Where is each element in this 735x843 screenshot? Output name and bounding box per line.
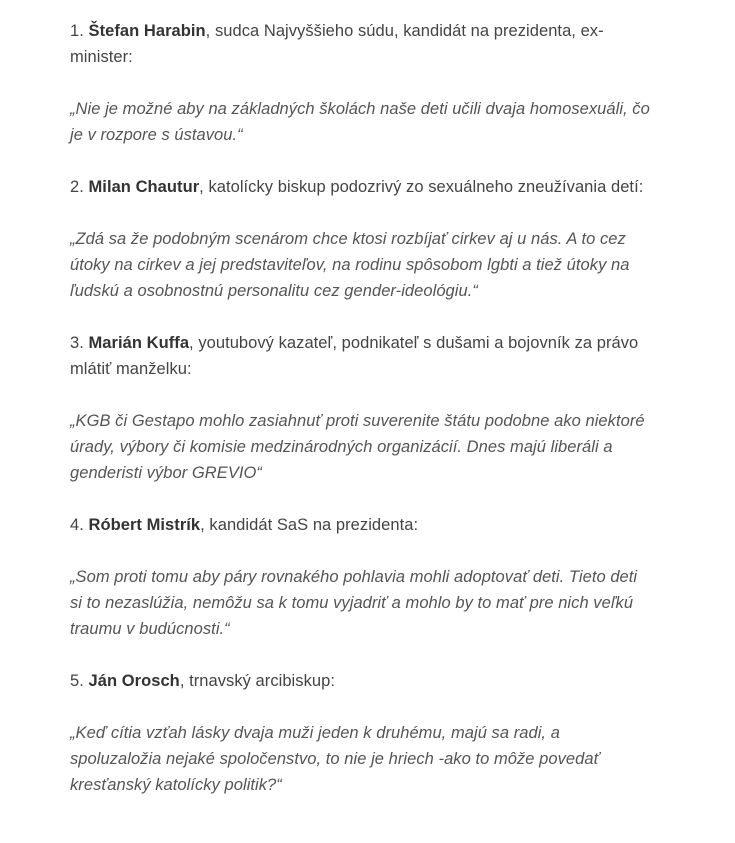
- entry-quote: „Som proti tomu aby páry rovnakého pohlavia mohli adoptovať deti. Tieto deti si to nezaslúžia, nemôžu sa k tomu vyjadriť a mohlo by to mať pre nich veľkú traumu v budúcnosti.“: [70, 568, 638, 638]
- quote-entry-2: [70, 174, 650, 304]
- entry-quote: „Zdá sa že podobným scenárom chce ktosi rozbíjať cirkev aj u nás. A to cez útoky na cirkev a jej predstaviteľov, na rodinu spôsobom lgbti a tiež útoky na ľudskú a osobnostnú personalitu cez gender-ideológiu.“: [70, 230, 630, 300]
- article-body: [70, 18, 650, 824]
- entry-number: 1.: [70, 22, 84, 40]
- quote-entry-1: [70, 18, 650, 148]
- entry-number: 3.: [70, 334, 84, 352]
- entry-number: 5.: [70, 672, 84, 690]
- entry-intro: [70, 512, 650, 538]
- person-name: Róbert Mistrík: [88, 516, 201, 534]
- entry-intro: [70, 330, 650, 382]
- entry-number: 4.: [70, 516, 84, 534]
- person-name: Štefan Harabin: [88, 22, 206, 40]
- quote-entry-5: [70, 668, 650, 798]
- entry-intro: [70, 174, 650, 200]
- person-description: , trnavský arcibiskup:: [179, 672, 335, 690]
- entry-intro: [70, 18, 650, 70]
- entry-number: 2.: [70, 178, 84, 196]
- person-name: Milan Chautur: [88, 178, 200, 196]
- person-name: Marián Kuffa: [88, 334, 190, 352]
- person-name: Ján Orosch: [88, 672, 180, 690]
- entry-quote: „Keď cítia vzťah lásky dvaja muži jeden k druhému, majú sa radi, a spoluzaložia nejaké spoločenstvo, to nie je hriech -ako to môže povedať kresťanský katolícky politik?“: [70, 724, 600, 794]
- quote-entry-4: [70, 512, 650, 642]
- person-description: , kandidát SaS na prezidenta:: [200, 516, 419, 534]
- person-description: , sudca Najvyššieho súdu, kandidát na prezidenta, ex-minister:: [70, 22, 604, 66]
- entry-intro: [70, 668, 650, 694]
- quote-entry-3: [70, 330, 650, 486]
- person-description: , katolícky biskup podozrivý zo sexuálneho zneužívania detí:: [199, 178, 644, 196]
- entry-quote: „KGB či Gestapo mohlo zasiahnuť proti suverenite štátu podobne ako niektoré úrady, výbory či komisie medzinárodných organizácií. Dnes majú liberáli a genderisti výbor GREVIO“: [70, 412, 645, 482]
- entry-quote: „Nie je možné aby na základných školách naše deti učili dvaja homosexuáli, čo je v rozpore s ústavou.“: [70, 100, 650, 144]
- person-description: , youtubový kazateľ, podnikateľ s dušami a bojovník za právo mlátiť manželku:: [70, 334, 639, 378]
